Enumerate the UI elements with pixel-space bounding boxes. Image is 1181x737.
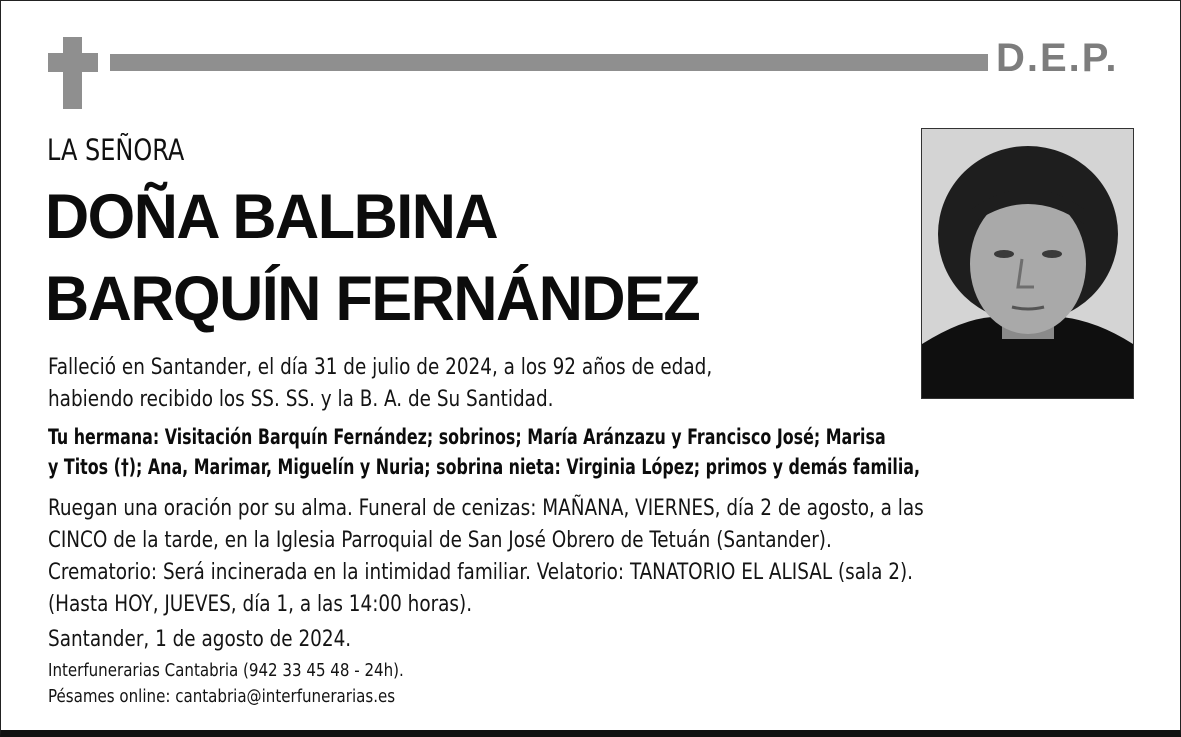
funeral-company: Interfunerarias Cantabria (942 33 45 48 - 24h). [48,660,404,681]
ceremony-line: Ruegan una oración por su alma. Funeral de cenizas: MAÑANA, VIERNES, día 2 de agosto, a las [48,496,924,521]
deceased-name-line2: BARQUÍN FERNÁNDEZ [45,264,700,334]
pretitle: LA SEÑORA [47,133,185,167]
family-list-line: y Titos (†); Ana, Marimar, Miguelín y Nuria; sobrina nieta: Virginia López; primos y demás familia, [48,455,921,479]
online-condolences: Pésames online: cantabria@interfunerarias.es [48,686,396,707]
cross-icon-bar [48,53,98,72]
death-details-line: Falleció en Santander, el día 31 de julio de 2024, a los 92 años de edad, [48,355,713,380]
ceremony-line: Crematorio: Será incinerada en la intimidad familiar. Velatorio: TANATORIO EL ALISAL (sala 2). [48,560,913,585]
ceremony-line: CINCO de la tarde, en la Iglesia Parroquial de San José Obrero de Tetuán (Santander). [48,528,832,553]
cross-icon [63,37,82,109]
ceremony-details [48,493,924,621]
header-rule [110,54,988,71]
family-list [48,422,920,482]
portrait-image [922,129,1133,398]
death-details-line: habiendo recibido los SS. SS. y la B. A. de Su Santidad. [48,387,554,412]
dep-label: D.E.P. [996,36,1119,80]
deceased-name-line1: DOÑA BALBINA [45,182,498,252]
family-list-line: Tu hermana: Visitación Barquín Fernández; sobrinos; María Aránzazu y Francisco José; Marisa [48,425,886,449]
death-details [48,352,712,416]
place-date: Santander, 1 de agosto de 2024. [48,627,352,652]
portrait-photo [921,128,1134,399]
ceremony-line: (Hasta HOY, JUEVES, día 1, a las 14:00 horas). [48,592,473,617]
